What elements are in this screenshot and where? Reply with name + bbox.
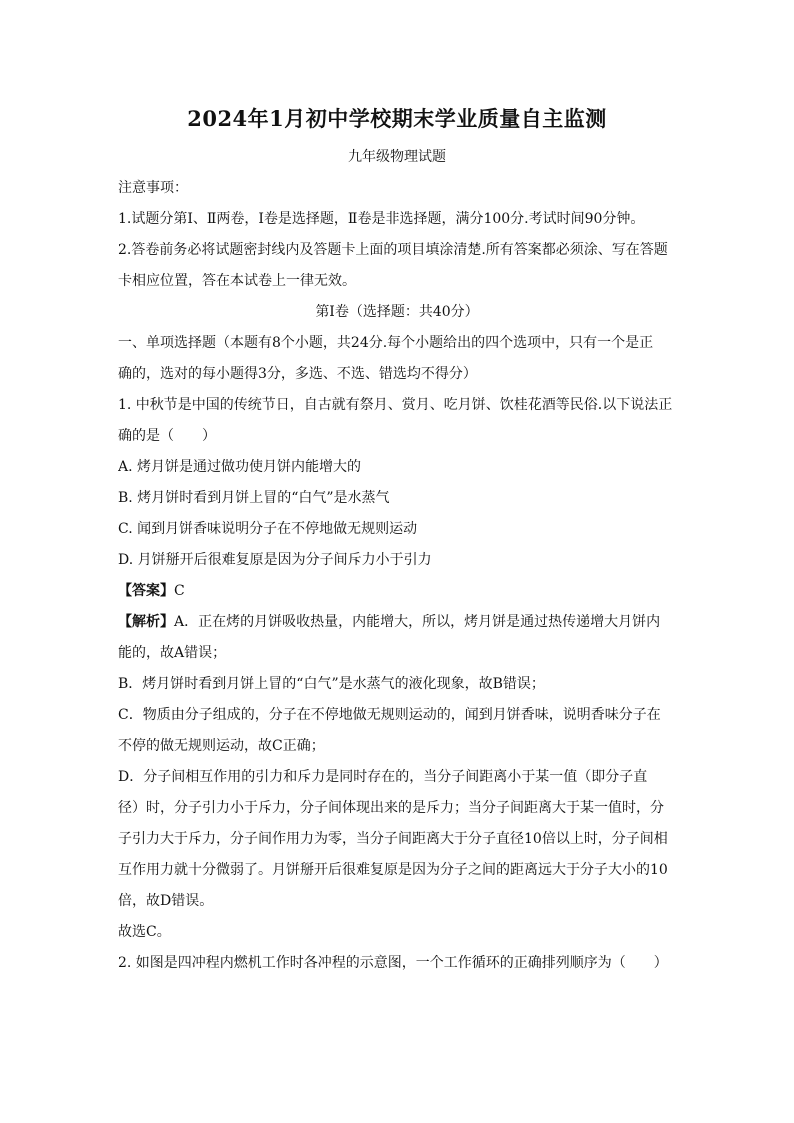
section-instructions-line-1: 一、单项选择题（本题有8个小题，共24分.每个小题给出的四个选项中，只有一个是正 (118, 335, 654, 351)
page-title: 2024年1月初中学校期末学业质量自主监测 (187, 106, 607, 131)
analysis-text-1: A．正在烤的月饼吸收热量，内能增大，所以，烤月饼是通过热传递增大月饼内 (174, 614, 661, 630)
question-1-analysis-line-1 (118, 607, 676, 638)
question-1-analysis-line-6: D．分子间相互作用的引力和斥力是同时存在的，当分子间距离小于某一值（即分子直 (118, 769, 648, 785)
question-1-analysis-line-9: 互作用力就十分微弱了。月饼掰开后很难复原是因为分子之间的距离远大于分子大小的10 (118, 862, 668, 878)
question-1-analysis-line-7: 径）时，分子引力小于斥力，分子间体现出来的是斥力；当分子间距离大于某一值时，分 (118, 800, 664, 816)
page-subtitle: 九年级物理试题 (348, 149, 446, 165)
analysis-label: 【解析】 (118, 614, 174, 630)
question-1-option-c: C. 闻到月饼香味说明分子在不停地做无规则运动 (118, 521, 418, 537)
question-1-option-b: B. 烤月饼时看到月饼上冒的“白气”是水蒸气 (118, 490, 390, 506)
answer-value: C (174, 583, 185, 599)
exam-body (118, 173, 676, 979)
question-1-stem-line-2: 确的是（ ） (118, 428, 216, 444)
question-1-option-d: D. 月饼掰开后很难复原是因为分子间斥力小于引力 (118, 552, 432, 568)
question-1-answer (118, 576, 676, 607)
notice-item-1: 1.试题分第Ⅰ、Ⅱ两卷，Ⅰ卷是选择题，Ⅱ卷是非选择题，满分100分.考试时间90分钟。 (118, 211, 645, 227)
question-1-analysis-line-3: B．烤月饼时看到月饼上冒的“白气”是水蒸气的液化现象，故B错误； (118, 676, 545, 692)
section-instructions-line-2: 确的，选对的每小题得3分，多选、不选、错选均不得分） (118, 366, 477, 382)
question-1-stem-line-1: 1. 中秋节是中国的传统节日，自古就有祭月、赏月、吃月饼、饮桂花酒等民俗.以下说法正 (118, 397, 673, 413)
question-1-option-a: A. 烤月饼是通过做功使月饼内能增大的 (118, 459, 362, 475)
notice-heading: 注意事项： (118, 180, 188, 196)
question-1-analysis-line-10: 倍，故D错误。 (118, 893, 214, 909)
question-1-analysis-line-2: 能的，故A错误； (118, 645, 227, 661)
question-1-conclusion: 故选C。 (118, 924, 171, 940)
question-1-analysis-line-5: 不停的做无规则运动，故C正确； (118, 738, 325, 754)
question-2-stem: 2. 如图是四冲程内燃机工作时各冲程的示意图，一个工作循环的正确排列顺序为（ ） (118, 955, 668, 971)
notice-item-2-line-1: 2.答卷前务必将试题密封线内及答题卡上面的项目填涂清楚.所有答案都必须涂、写在答题 (118, 242, 668, 258)
answer-label: 【答案】 (118, 583, 174, 599)
question-1-analysis-line-8: 子引力大于斥力，分子间作用力为零，当分子间距离大于分子直径10倍以上时，分子间相 (118, 831, 668, 847)
section-heading: 第Ⅰ卷（选择题：共40分） (315, 304, 479, 320)
notice-item-2-line-2: 卡相应位置，答在本试卷上一律无效。 (118, 273, 356, 289)
question-1-analysis-line-4: C．物质由分子组成的，分子在不停地做无规则运动的，闻到月饼香味，说明香味分子在 (118, 707, 661, 723)
